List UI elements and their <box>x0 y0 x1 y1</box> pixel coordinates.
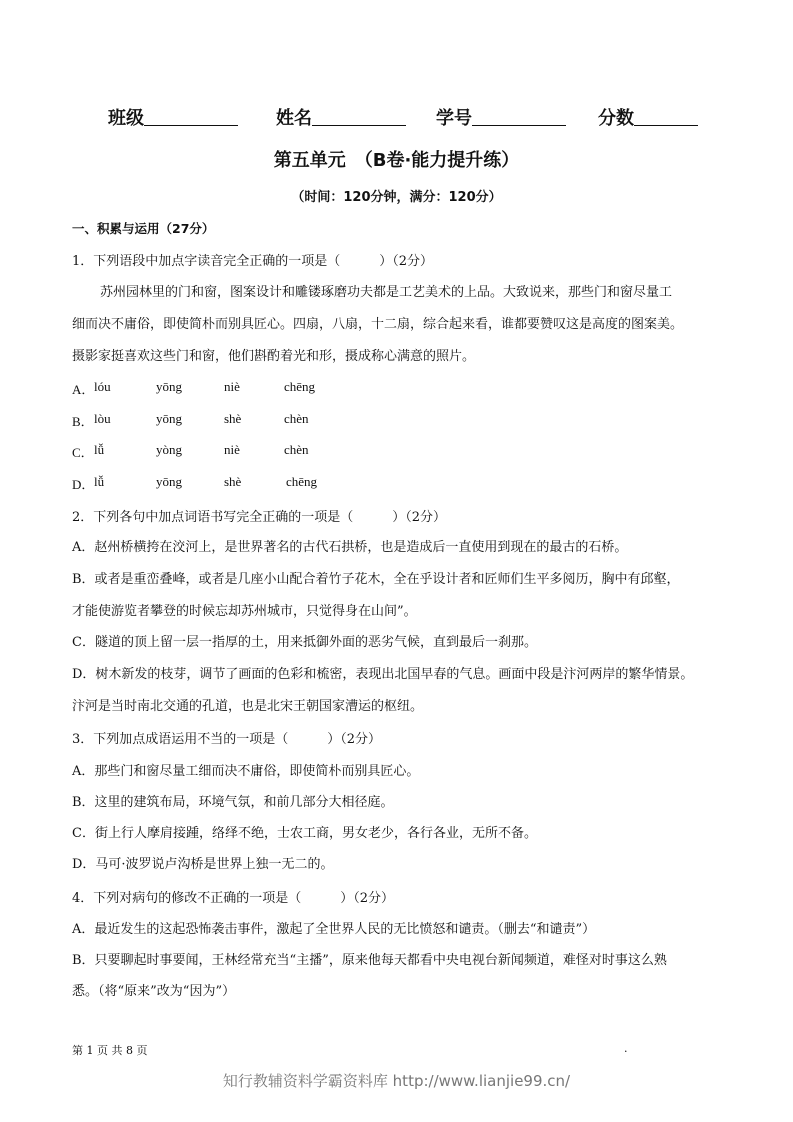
pinyin: shè <box>224 411 242 426</box>
pinyin: shè <box>224 474 242 489</box>
name-label: 姓名 <box>276 108 312 129</box>
q3-option-a[interactable]: A．那些门和窗尽量工细而决不庸俗，即使简朴而别具匠心。 <box>72 764 420 779</box>
class-blank[interactable] <box>144 107 238 126</box>
option-label: C． <box>72 445 94 460</box>
q2-option-a[interactable]: A．赵州桥横挎在洨河上，是世界著名的古代石拱桥，也是造成后一直使用到现在的最古的石桥。 <box>72 540 628 555</box>
option-label: B． <box>72 414 94 429</box>
name-field[interactable] <box>276 104 406 130</box>
pinyin: yōng <box>156 411 182 426</box>
name-blank[interactable] <box>312 107 406 126</box>
pinyin: yōng <box>156 474 182 489</box>
student-info-fields <box>108 104 708 130</box>
section-heading: 一、积累与运用（27分） <box>72 221 215 236</box>
q4-option-b-line-2: 悉。（将“原来”改为“因为”） <box>72 984 236 999</box>
q3-stem: 3．下列加点成语运用不当的一项是（ ）（2分） <box>72 732 382 747</box>
option-label: A． <box>72 382 95 397</box>
q2-stem: 2．下列各句中加点词语书写完全正确的一项是（ ）（2分） <box>72 510 447 525</box>
q4-option-b-line-1[interactable]: B．只要聊起时事要闻，王林经常充当“主播”，原来他每天都看中央电视台新闻频道，难怪对时事这么熟 <box>72 953 667 968</box>
score-field[interactable] <box>598 104 698 130</box>
pinyin: niè <box>224 442 240 457</box>
student-id-blank[interactable] <box>472 107 566 126</box>
score-label: 分数 <box>598 108 634 129</box>
q3-option-b[interactable]: B．这里的建筑布局，环境气氛，和前几部分大相径庭。 <box>72 795 394 810</box>
q1-stem: 1．下列语段中加点字读音完全正确的一项是（ ）（2分） <box>72 254 434 269</box>
site-watermark: 知行教辅资料学霸资料库 http://www.lianjie99.cn/ <box>222 1072 571 1090</box>
q2-option-c[interactable]: C．隧道的顶上留一层一指厚的土，用来抵御外面的恶劣气候，直到最后一刹那。 <box>72 635 537 650</box>
pinyin: lóu <box>94 379 111 394</box>
page-number: 第 1 页 共 8 页 <box>72 1044 148 1057</box>
pinyin: chēng <box>284 379 316 394</box>
footer-mark: . <box>624 1042 628 1055</box>
q3-option-c[interactable]: C．街上行人摩肩接踵，络绎不绝，士农工商，男女老少，各行各业，无所不备。 <box>72 826 537 841</box>
student-id-label: 学号 <box>436 108 472 129</box>
q2-option-d-line-1[interactable]: D．树木新发的枝芽，调节了画面的色彩和梳密，表现出北国早春的气息。画面中段是汴河两岸的繁华情景。 <box>72 667 694 682</box>
pinyin: chèn <box>284 442 309 457</box>
pinyin: chēng <box>286 474 318 489</box>
class-label: 班级 <box>108 108 144 129</box>
exam-title: 第五单元 （B卷·能力提升练） <box>273 150 520 171</box>
q2-option-b-line-1[interactable]: B．或者是重峦叠峰，或者是几座小山配合着竹子花木，全在乎设计者和匠师们生平多阅历，胸中有邱壑， <box>72 572 680 587</box>
pinyin: lǚ <box>94 442 105 457</box>
q1-passage-line-3: 摄影家挺喜欢这些门和窗，他们斟酌着光和形，摄成称心满意的照片。 <box>72 349 476 364</box>
pinyin: yòng <box>156 442 182 457</box>
q3-option-d[interactable]: D．马可·波罗说卢沟桥是世界上独一无二的。 <box>72 857 334 872</box>
q2-option-d-line-2: 汴河是当时南北交通的孔道，也是北宋王朝国家漕运的枢纽。 <box>72 699 424 714</box>
option-label: D． <box>72 477 95 492</box>
exam-subtitle: （时间：120分钟，满分：120分） <box>291 190 502 205</box>
q1-passage-line-2: 细而决不庸俗，即使简朴而别具匠心。四扇，八扇，十二扇，综合起来看，谁都要赞叹这是高度的图案美。 <box>72 317 684 332</box>
q4-option-a[interactable]: A．最近发生的这起恐怖袭击事件，激起了全世界人民的无比愤怒和谴责。（删去“和谴责”） <box>72 922 596 937</box>
class-field[interactable] <box>108 104 238 130</box>
q4-stem: 4．下列对病句的修改不正确的一项是（ ）（2分） <box>72 891 395 906</box>
student-id-field[interactable] <box>436 104 566 130</box>
pinyin: chèn <box>284 411 309 426</box>
q2-option-b-line-2: 才能使游览者攀登的时候忘却苏州城市，只觉得身在山间”。 <box>72 604 417 619</box>
pinyin: yōng <box>156 379 182 394</box>
pinyin: niè <box>224 379 240 394</box>
score-blank[interactable] <box>634 107 698 126</box>
pinyin: lòu <box>94 411 111 426</box>
pinyin: lǚ <box>94 474 105 489</box>
q1-passage-line-1: 苏州园林里的门和窗，图案设计和雕镂琢磨功夫都是工艺美术的上品。大致说来，那些门和窗尽量工 <box>100 285 673 300</box>
